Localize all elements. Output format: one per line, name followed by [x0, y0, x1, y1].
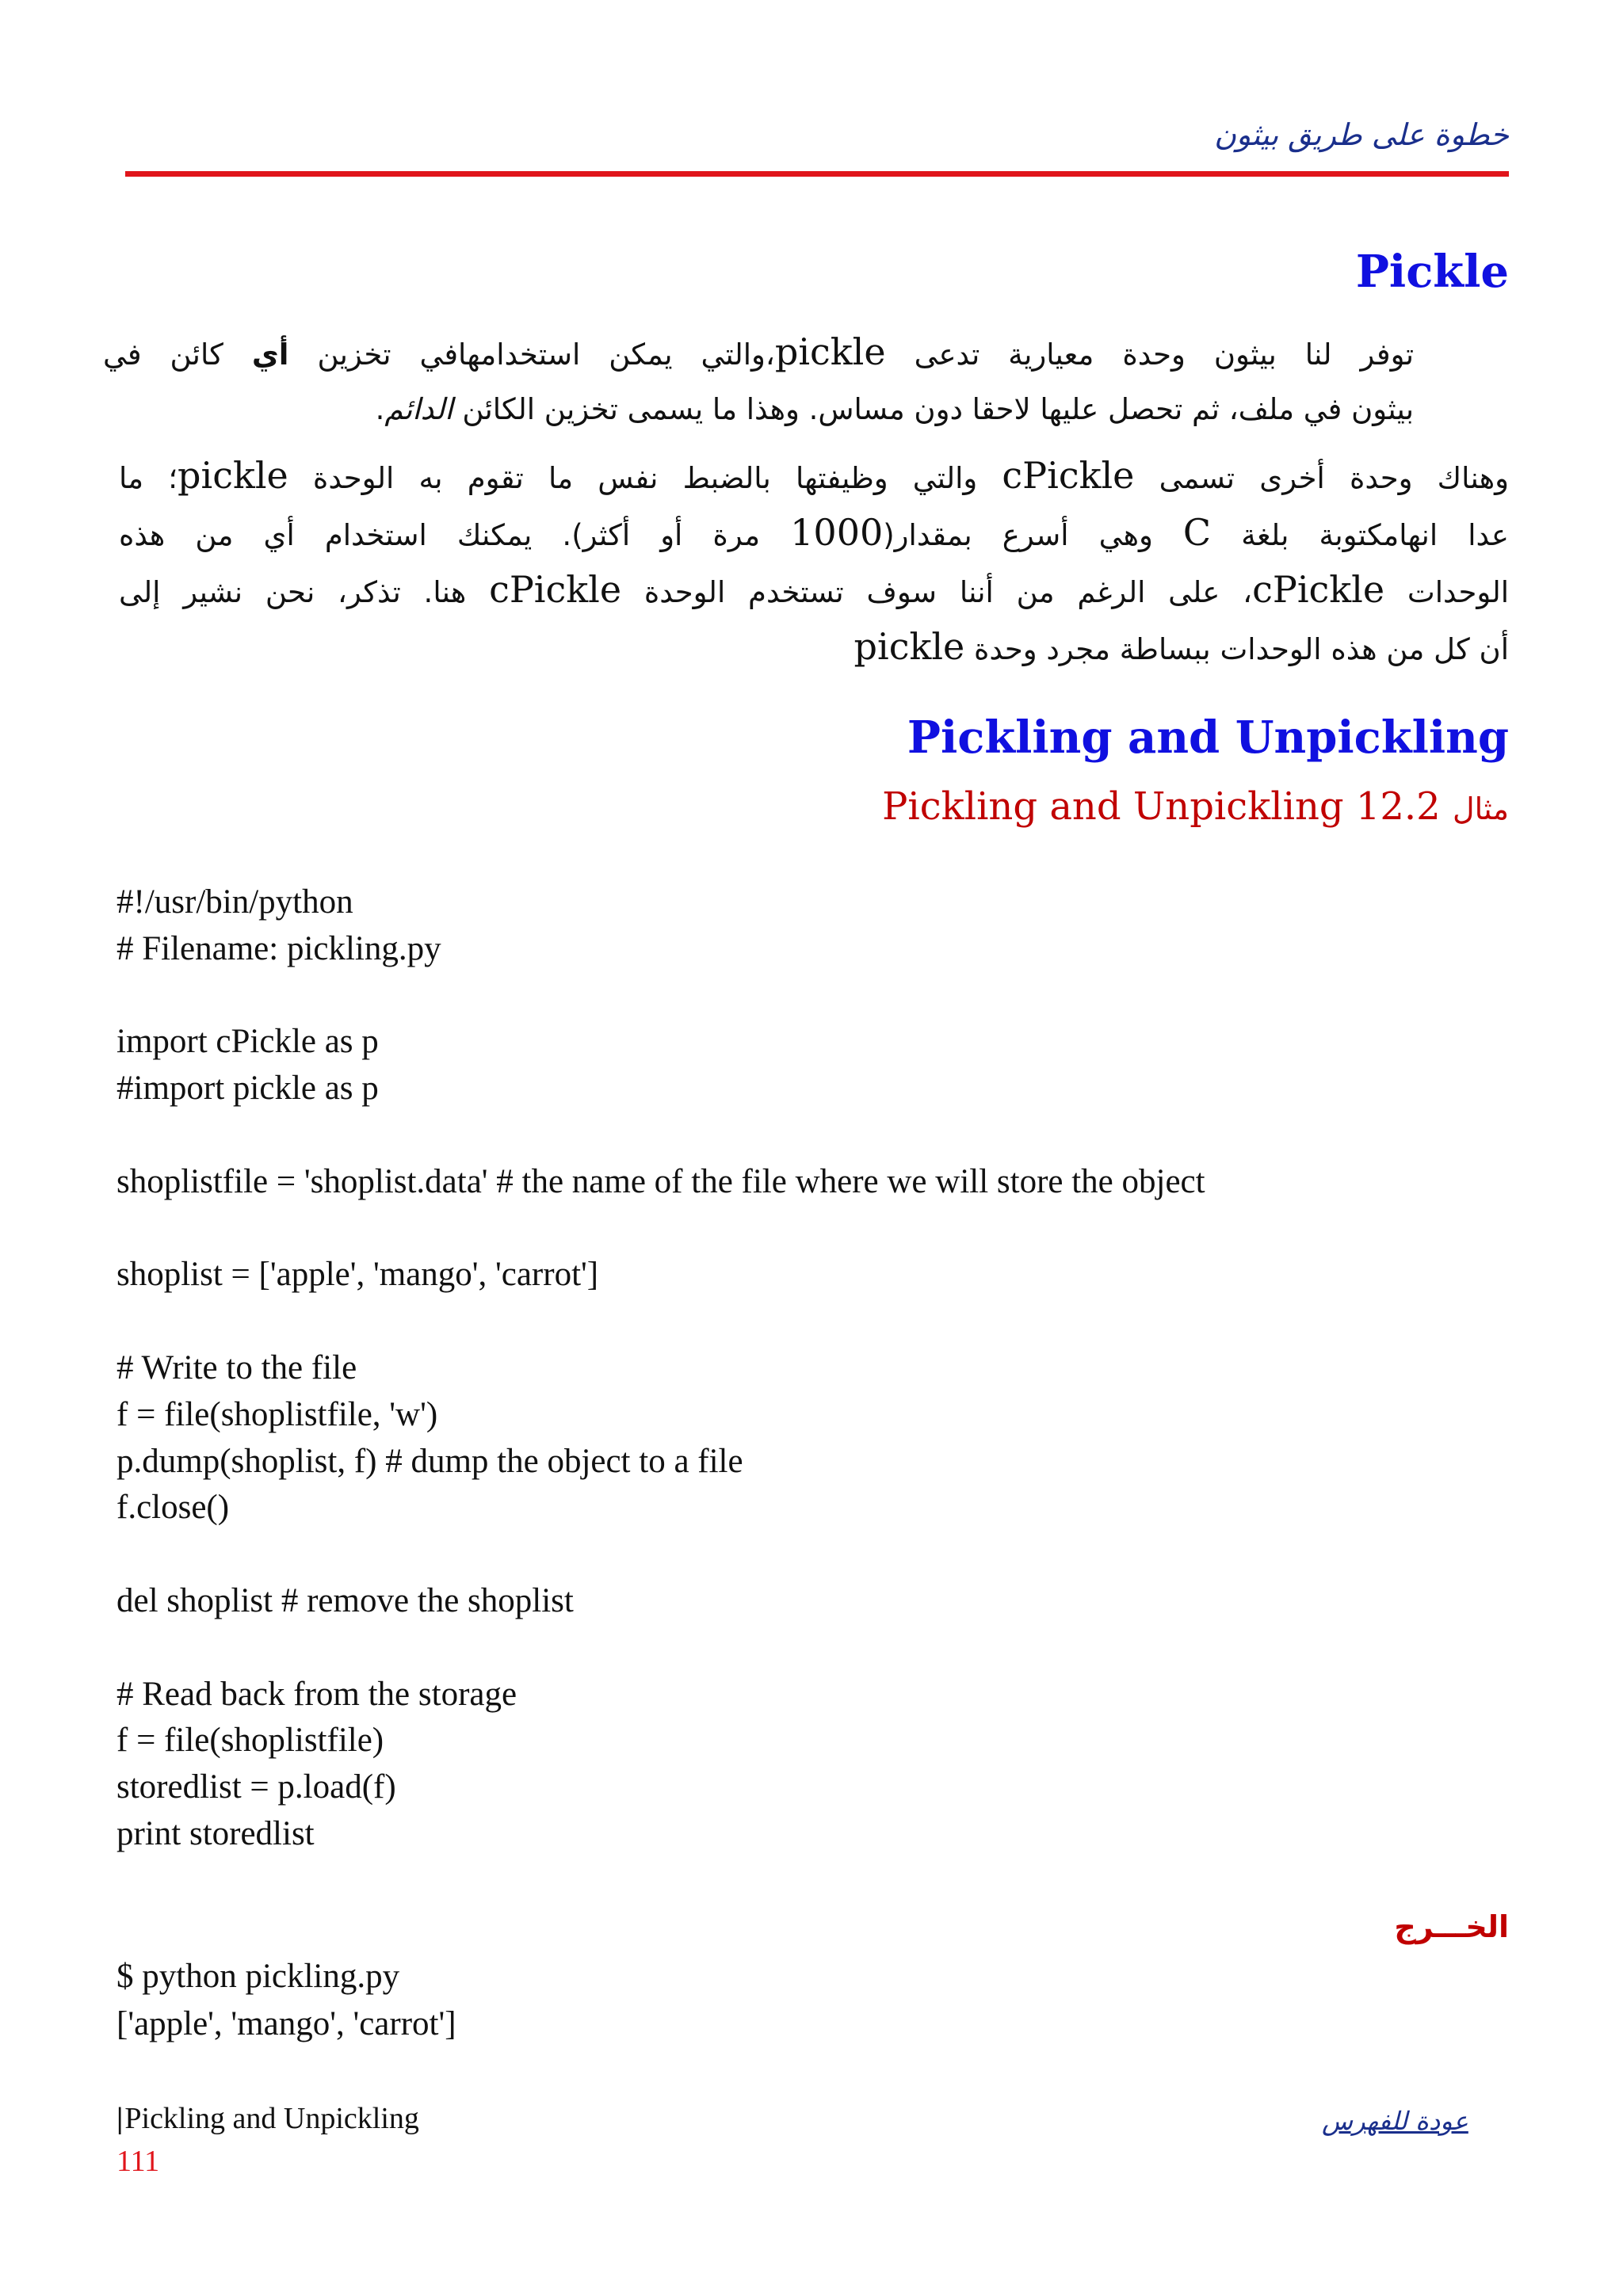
code-line: f = file(shoplistfile, 'w'): [116, 1395, 438, 1433]
text-run: كائن في: [103, 338, 252, 372]
cpickle-line-4: [119, 620, 1509, 677]
footer-bar: |: [116, 2102, 124, 2135]
cpickle-line-1: [119, 448, 1509, 505]
intro-line-1: [103, 325, 1414, 382]
example-label: مثال: [1452, 791, 1509, 826]
book-title: خطوة على طريق بيثون: [1214, 117, 1509, 152]
back-to-index-link[interactable]: عودة للفهرس: [1322, 2106, 1468, 2136]
code-line: shoplistfile = 'shoplist.data' # the name of the file where we will store the object: [116, 1162, 1205, 1200]
example-title: [882, 784, 1509, 829]
text-run: الوحدات: [1384, 575, 1509, 609]
code-line: [116, 1625, 1205, 1672]
output-label: الخـــرج: [1394, 1909, 1509, 1944]
code-line: [116, 1112, 1205, 1159]
text-run: عدا انهامكتوبة بلغة: [1211, 518, 1509, 552]
text-run: وهناك وحدة أخرى تسمى: [1134, 461, 1509, 495]
module-name: pickle: [854, 625, 965, 668]
code-line: import cPickle as p: [116, 1023, 379, 1061]
code-line: [116, 1299, 1205, 1345]
text-run: وهي أسرع بمقدار(: [883, 518, 1183, 552]
code-block: [116, 879, 1205, 1858]
emphasis: أي: [251, 338, 289, 372]
section-heading-pickling: Pickling and Unpickling: [907, 711, 1509, 764]
footer-chapter: [116, 2101, 419, 2136]
text-run: بيثون في ملف، ثم تحصل عليها لاحقا دون مساس. وهذا ما يسمى تخزين الكائن: [453, 392, 1414, 426]
code-line: #import pickle as p: [116, 1070, 379, 1108]
number: 1000: [790, 511, 884, 554]
code-line: del shoplist # remove the shoplist: [116, 1581, 574, 1619]
text-run: ،والتي يمكن استخدامهافي تخزين: [288, 338, 775, 372]
page-number: 111: [116, 2145, 160, 2178]
intro-paragraph: [103, 325, 1414, 437]
text-run: أن كل من هذه الوحدات ببساطة مجرد وحدة: [964, 632, 1509, 666]
text-run: والتي وظيفتها بالضبط نفس ما تقوم به الوحدة: [288, 461, 1002, 495]
code-line: # Read back from the storage: [116, 1675, 517, 1713]
code-line: [116, 1531, 1205, 1578]
cpickle-paragraph: [119, 448, 1509, 677]
emphasis: الدائم: [384, 392, 453, 426]
module-name: cPickle: [1252, 568, 1385, 611]
code-line: [116, 973, 1205, 1020]
module-name: pickle: [774, 330, 886, 373]
output-line: ['apple', 'mango', 'carrot']: [116, 2005, 456, 2042]
text-run: .: [375, 392, 385, 426]
code-line: shoplist = ['apple', 'mango', 'carrot']: [116, 1256, 599, 1294]
output-line: $ python pickling.py: [116, 1958, 400, 1995]
text-run: مرة أو أكثر). يمكنك استخدام أي من هذه: [119, 518, 791, 552]
code-line: storedlist = p.load(f): [116, 1768, 396, 1806]
text-run: توفر لنا بيثون وحدة معيارية تدعى: [885, 338, 1415, 372]
module-name: cPickle: [489, 568, 622, 611]
code-line: f = file(shoplistfile): [116, 1722, 384, 1760]
text-run: ، على الرغم من أننا سوف تستخدم الوحدة: [621, 575, 1253, 609]
module-name: pickle: [178, 454, 288, 497]
language-name: C: [1182, 511, 1212, 554]
header-divider: [125, 171, 1509, 177]
code-line: # Filename: pickling.py: [116, 929, 441, 967]
code-line: # Write to the file: [116, 1348, 357, 1386]
code-line: print storedlist: [116, 1814, 315, 1852]
text-run: ؛ ما: [119, 461, 178, 495]
code-line: p.dump(shoplist, f) # dump the object to a file: [116, 1442, 743, 1480]
cpickle-line-3: [119, 563, 1509, 620]
footer-chapter-title: Pickling and Unpickling: [124, 2102, 419, 2135]
output-block: [116, 1953, 456, 2048]
code-line: [116, 1206, 1205, 1253]
code-line: f.close(): [116, 1489, 230, 1527]
example-name: Pickling and Unpickling 12.2: [882, 784, 1441, 829]
cpickle-line-2: [119, 505, 1509, 563]
section-heading-pickle: Pickle: [1355, 246, 1509, 298]
code-line: #!/usr/bin/python: [116, 883, 353, 921]
intro-line-2: [103, 382, 1414, 437]
text-run: هنا. تذكر، نحن نشير إلى: [119, 575, 490, 609]
module-name: cPickle: [1002, 454, 1135, 497]
